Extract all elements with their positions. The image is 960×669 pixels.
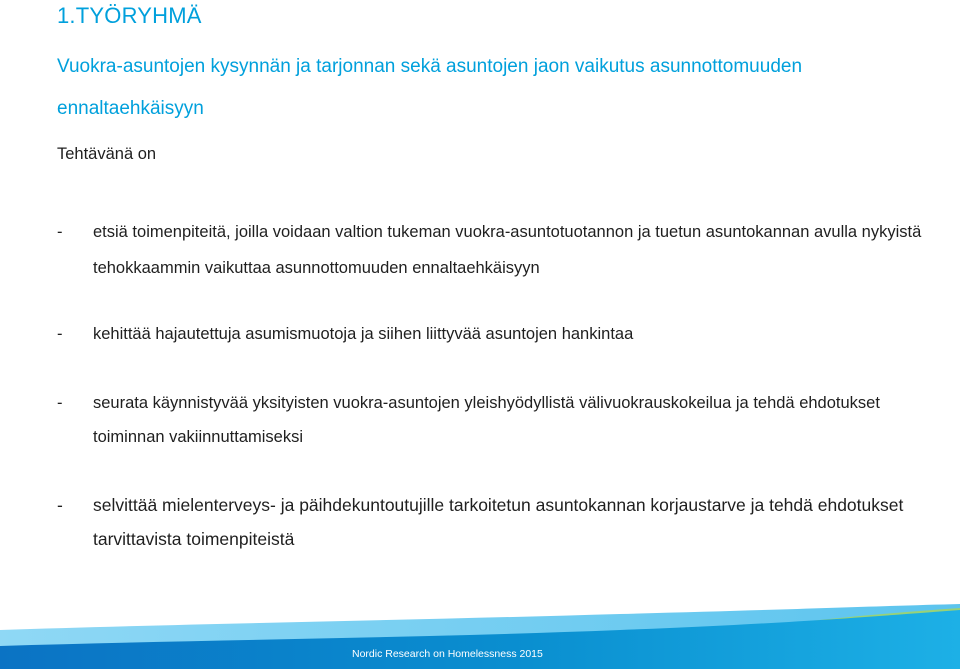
bullet-text: kehittää hajautettuja asumismuotoja ja siihen liittyvää asuntojen hankintaa <box>93 325 634 343</box>
bullet-dash: - <box>57 325 63 343</box>
slide-title: 1.TYÖRYHMÄ <box>57 3 202 28</box>
bullet-dash: - <box>57 394 63 412</box>
intro-text: Tehtävänä on <box>57 145 157 163</box>
bullet-item <box>57 214 937 286</box>
footer-text: Nordic Research on Homelessness 2015 <box>352 648 543 660</box>
slide-subtitle: Vuokra-asuntojen kysynnän ja tarjonnan sekä asuntojen jaon vaikutus asunnottomuuden ennaltaehkäisyyn <box>57 56 803 119</box>
bullet-text: etsiä toimenpiteitä, joilla voidaan valtion tukeman vuokra-asuntotuotannon ja tuetun asuntokannan avulla nykyistä tehokkaammin vaikuttaa asunnottomuuden ennaltaehkäisyyn <box>93 223 922 277</box>
bullet-item <box>57 386 937 454</box>
bullet-item <box>57 316 937 352</box>
bullet-item <box>57 488 937 556</box>
bullet-dash: - <box>57 223 63 241</box>
bullet-text: seurata käynnistyvää yksityisten vuokra-asuntojen yleishyödyllistä välivuokrauskokeilua ja tehdä ehdotukset toiminnan vakiinnuttamiseksi <box>93 394 880 446</box>
bullet-dash: - <box>57 495 63 515</box>
bullet-text: selvittää mielenterveys- ja päihdekuntoutujille tarkoitetun asuntokannan korjaustarve ja tehdä ehdotukset tarvittavista toimenpiteistä <box>93 495 904 549</box>
